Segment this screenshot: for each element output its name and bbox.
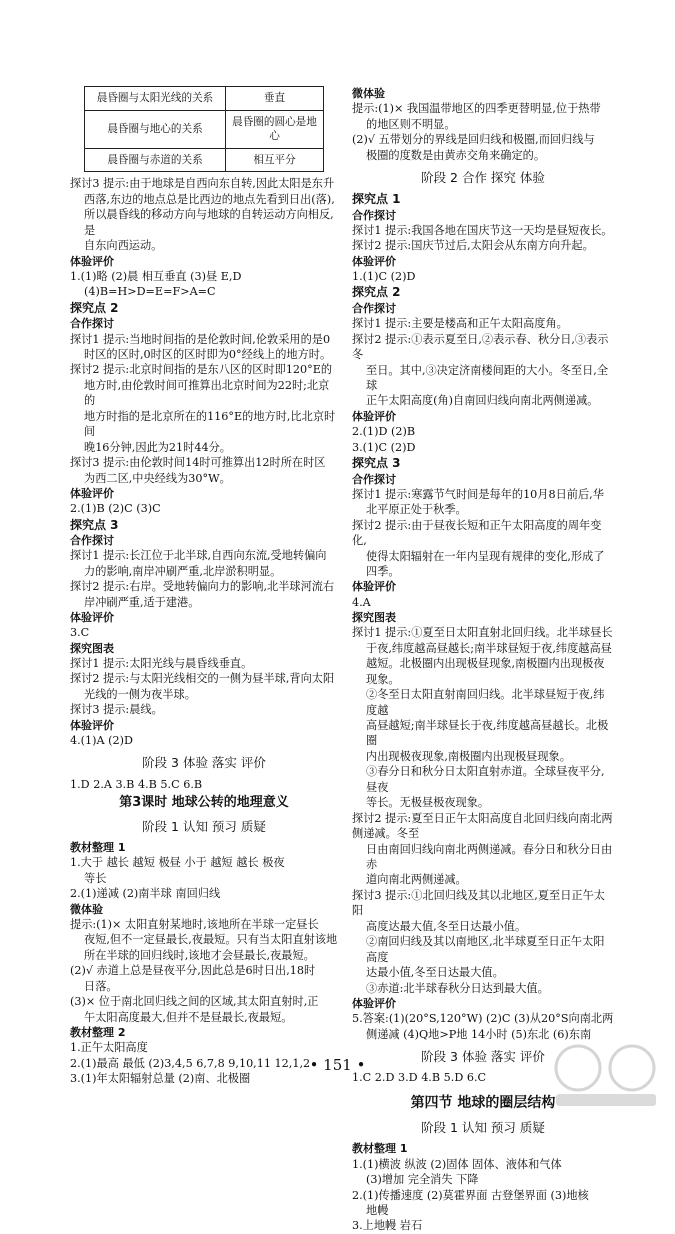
text-line: 3.(1)年太阳辐射总量 (2)南、北极圈	[70, 1072, 251, 1086]
text-line: 地方时指的是北京所在的116°E的地方时,比北京时间	[84, 409, 336, 439]
text-line: 于夜,纬度越高昼越长;南半球昼短于夜,纬度越高昼	[366, 641, 612, 655]
text-line: ③赤道:北半球春秋分日达到最大值。	[366, 981, 549, 995]
text-line: 力的影响,南岸冲刷严重,北岸淤积明显。	[84, 564, 282, 578]
text-line: 1.(1)略 (2)晨 相互垂直 (3)昼 E,D	[70, 269, 242, 283]
text-line: 道向南北两侧递减。	[366, 873, 467, 887]
table-key: 晨昏圈与赤道的关系	[85, 148, 226, 172]
heading: 微体验	[70, 902, 103, 916]
text-line: 提示:(1)× 太阳直射某地时,该地所在半球一定昼长	[70, 918, 319, 932]
text-line: (3)× 位于南北回归线之间的区域,其太阳直射时,正	[70, 995, 319, 1009]
section-title: 第四节 地球的圈层结构	[410, 1094, 556, 1111]
heading: 体验评价	[70, 487, 114, 501]
text-line: 2.(1)传播速度 (2)莫霍界面 古登堡界面 (3)地核	[352, 1188, 589, 1202]
text-line: 夜短,但不一定昼最长,夜最短。只有当太阳直射该地	[84, 933, 338, 947]
text-line: 探讨3 提示:①北回归线及其以北地区,夏至日正午太阳	[352, 888, 605, 918]
text-line: 的地区则不明显。	[366, 117, 456, 131]
text-line: 四季。	[366, 564, 400, 578]
text-line: 3.(1)C (2)D	[352, 440, 416, 454]
stage-heading: 阶段 2 合作 探究 体验	[421, 169, 545, 185]
text-line: (3)增加 完全消失 下降	[366, 1173, 479, 1187]
stage-heading: 阶段 3 体验 落实 评价	[421, 1049, 545, 1065]
heading: 教材整理 2	[70, 1026, 126, 1040]
text-line: 2.(1)递减 (2)南半球 南回归线	[70, 887, 221, 901]
text-line: 达最小值,冬至日达最大值。	[366, 966, 504, 980]
text-line: 午太阳高度最大,但并不是昼最长,夜最短。	[84, 1010, 293, 1024]
text-line: 探讨2 提示:①表示夏至日,②表示春、秋分日,③表示冬	[352, 332, 609, 362]
text-line: 1.正午太阳高度	[70, 1041, 148, 1055]
heading: 合作探讨	[352, 302, 396, 316]
text-line: 极圈的度数是由黄赤交角来确定的。	[366, 148, 546, 162]
text-line: 高度达最大值,冬至日达最小值。	[366, 919, 527, 933]
heading: 微体验	[352, 87, 385, 100]
text-line: 探讨1 提示:①夏至日太阳直射北回归线。北半球昼长	[352, 626, 613, 640]
text-line: ②冬至日太阳直射南回归线。北半球昼短于夜,纬度越	[366, 688, 605, 717]
heading: 探究点 1	[352, 192, 401, 207]
text-line: 4.(1)A (2)D	[70, 733, 133, 747]
text-line: 所以晨昏线的移动方向与地球的自转运动方向相反,是	[84, 208, 334, 237]
text-line: 2.(1)D (2)B	[352, 425, 416, 439]
text-line: 探讨1 提示:寒露节气时间是每年的10月8日前后,华	[352, 487, 604, 501]
heading: 探究点 3	[70, 517, 119, 532]
text-line: 探讨2 提示:由于昼夜长短和正午太阳高度的周年变化,	[352, 518, 602, 548]
stage-heading: 阶段 1 认知 预习 质疑	[142, 819, 266, 835]
table-row	[85, 148, 324, 172]
text-line: 为西二区,中央经线为30°W。	[84, 471, 231, 485]
text-line: 侧递减 (4)Q地>P地 14小时 (5)东北 (6)东南	[366, 1027, 592, 1041]
text-line: 使得太阳辐射在一年内呈现有规律的变化,形成了	[366, 549, 605, 563]
table-row	[85, 87, 324, 111]
text-line: 正午太阳高度(角)自南回归线向南北两侧递减。	[366, 394, 599, 408]
heading: 合作探讨	[352, 208, 396, 222]
text-line: 北平原正处于秋季。	[366, 503, 467, 517]
heading: 体验评价	[352, 580, 396, 594]
text-line: 越短。北极圈内出现极昼现象,南极圈内出现极夜现象。	[366, 657, 605, 686]
text-line: 2.(1)最高 最低 (2)3,4,5 6,7,8 9,10,11 12,1,2	[70, 1056, 311, 1070]
text-line: 内出现极夜现象,南极圈内出现极昼现象。	[366, 749, 571, 763]
table-value: 晨昏圈的圆心是地心	[226, 110, 324, 148]
text-line: 1.大于 越长 越短 极昼 小于 越短 越长 极夜	[70, 856, 285, 870]
text-line: 1.(1)横波 纵波 (2)固体 固体、液体和气体	[352, 1157, 562, 1171]
text-line: 探讨2 提示:与太阳光线相交的一侧为昼半球,背向太阳	[70, 672, 335, 686]
text-line: 提示:(1)× 我国温带地区的四季更替明显,位于热带	[352, 102, 601, 116]
text-line: 等长。无极昼极夜现象。	[366, 796, 490, 810]
terminator-relation-table	[84, 86, 324, 172]
table-row	[85, 110, 324, 148]
text-line: 3.上地幔 岩石	[352, 1219, 423, 1233]
table-value: 相互平分	[226, 148, 324, 172]
table-key: 晨昏圈与太阳光线的关系	[85, 87, 226, 111]
heading: 探究图表	[70, 641, 114, 655]
text-line: 日由南回归线向南北两侧递减。春分日和秋分日由赤	[366, 842, 613, 872]
text-line: 自东向西运动。	[84, 239, 163, 253]
page-number: • 151 •	[309, 1056, 366, 1074]
text-line: 探讨1 提示:当地时间指的是伦敦时间,伦敦采用的是0	[70, 332, 331, 346]
heading: 教材整理 1	[352, 1142, 408, 1156]
heading: 体验评价	[70, 611, 114, 625]
text-line: 探讨2 提示:北京时间指的是东八区的区时即120°E的	[70, 363, 333, 377]
stage-heading: 阶段 3 体验 落实 评价	[142, 755, 266, 771]
text-line: (2)√ 赤道上总是昼夜平分,因此总是6时日出,18时	[70, 964, 316, 978]
text-line: 4.A	[352, 595, 371, 609]
text-line: 高昼越短;南半球昼长于夜,纬度越高昼越长。北极圈	[366, 718, 609, 748]
answer-line: 1.D 2.A 3.B 4.B 5.C 6.B	[70, 777, 203, 791]
text-line: 探讨3 提示:由伦敦时间14时可推算出12时所在时区	[70, 456, 326, 470]
text-line: 探讨1 提示:主要是楼高和正午太阳高度角。	[352, 317, 568, 331]
watermark-logo-icon	[548, 1040, 660, 1108]
text-line: 2.(1)B (2)C (3)C	[70, 502, 161, 516]
text-line: 岸冲刷严重,适于建港。	[84, 595, 200, 609]
table-key: 晨昏圈与地心的关系	[85, 110, 226, 148]
text-line: (2)√ 五带划分的界线是回归线和极圈,而回归线与	[352, 133, 595, 147]
text-line: (4)B=H>D=E=F>A=C	[84, 285, 216, 299]
text-line: 时区的区时,0时区的区时即为0°经线上的地方时。	[84, 347, 332, 361]
text-line: 1.(1)C (2)D	[352, 270, 416, 284]
heading: 探究点 2	[352, 285, 401, 300]
text-line: 5.答案:(1)(20°S,120°W) (2)C (3)从20°S向南北两	[352, 1012, 614, 1026]
text-line: 探讨1 提示:太阳光线与晨昏线垂直。	[70, 656, 253, 670]
text-line: 探讨2 提示:国庆节过后,太阳会从东南方向升起。	[352, 239, 594, 253]
table-value: 垂直	[226, 87, 324, 111]
text-line: 探讨2 提示:右岸。受地转偏向力的影响,北半球河流右	[70, 580, 335, 594]
lesson-title: 第3课时 地球公转的地理意义	[119, 795, 289, 811]
text-line: 探讨2 提示:夏至日正午太阳高度自北回归线向南北两侧递减。冬至	[352, 811, 613, 841]
text-line: 探讨1 提示:长江位于北半球,自西向东流,受地转偏向	[70, 549, 327, 563]
text-line: 3.C	[70, 626, 90, 640]
stage-heading: 阶段 1 认知 预习 质疑	[421, 1120, 545, 1136]
heading: 体验评价	[352, 997, 396, 1011]
text-line: 等长	[84, 871, 107, 885]
heading: 体验评价	[70, 718, 114, 732]
heading: 合作探讨	[70, 317, 114, 331]
text-line: 西落,东边的地点总是比西边的地点先看到日出(落),	[84, 192, 335, 206]
text-line: 探讨1 提示:我国各地在国庆节这一天均是昼短夜长。	[352, 223, 613, 237]
heading: 体验评价	[70, 254, 114, 268]
heading: 探究点 2	[70, 300, 119, 315]
heading: 体验评价	[352, 409, 396, 423]
answer-line: 1.C 2.D 3.D 4.B 5.D 6.C	[352, 1071, 487, 1085]
text-line: 地幔	[366, 1203, 389, 1217]
text-line: ②南回归线及其以南地区,北半球夏至日正午太阳高度	[366, 935, 605, 964]
text-line: 探讨3 提示:由于地球是自西向东自转,因此太阳是东升	[70, 177, 335, 191]
text-line: 晚16分钟,因此为21时44分。	[84, 440, 231, 454]
left-column	[70, 86, 338, 1087]
text-line: ③春分日和秋分日太阳直射赤道。全球昼夜平分,昼夜	[366, 765, 605, 794]
text-line: 探讨3 提示:晨线。	[70, 703, 163, 717]
text-line: 光线的一侧为夜半球。	[84, 687, 196, 701]
heading: 体验评价	[352, 254, 396, 268]
heading: 探究点 3	[352, 456, 401, 470]
heading: 探究图表	[352, 611, 396, 625]
heading: 合作探讨	[352, 472, 396, 486]
text-line: 至日。其中,③决定济南楼间距的大小。冬至日,全球	[366, 363, 609, 393]
heading: 合作探讨	[70, 534, 114, 548]
text-line: 所在半球的回归线时,该地才会昼最长,夜最短。	[84, 948, 315, 962]
text-line: 日落。	[84, 979, 118, 993]
heading: 教材整理 1	[70, 841, 126, 855]
text-line: 地方时,由伦敦时间可推算出北京时间为22时;北京的	[84, 378, 330, 408]
